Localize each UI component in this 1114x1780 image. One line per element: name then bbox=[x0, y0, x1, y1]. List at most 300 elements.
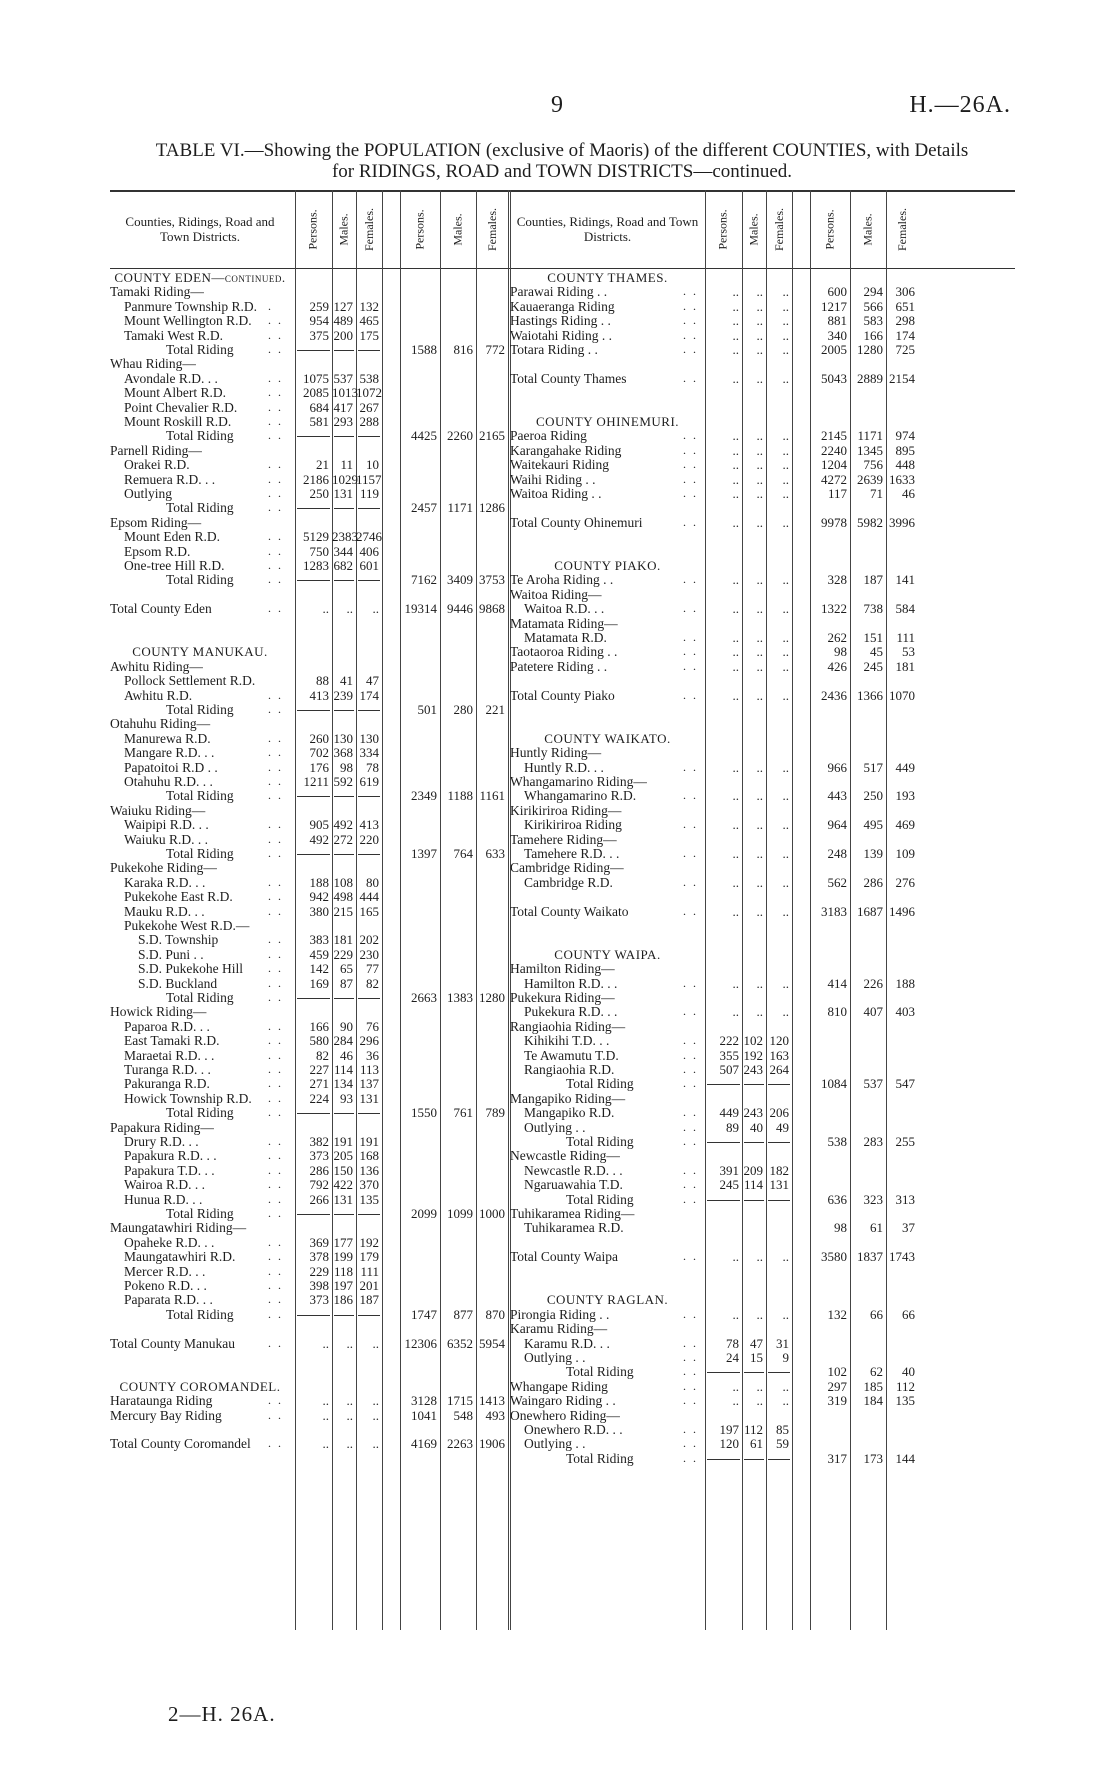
subtotal-rule bbox=[707, 1142, 740, 1143]
table-header-rule bbox=[110, 268, 1015, 269]
total-value: 19314 bbox=[404, 601, 437, 617]
district-label: Papakura R.D. . . bbox=[124, 1148, 217, 1164]
cell-value: 41 bbox=[340, 673, 353, 689]
county-heading: COUNTY WAIKATO. bbox=[544, 730, 671, 746]
leader-dots: . . bbox=[683, 1047, 698, 1062]
district-label: Mercury Bay Riding bbox=[110, 1407, 222, 1423]
cell-value: .. bbox=[782, 846, 789, 861]
cell-value: .. bbox=[372, 1335, 379, 1351]
cell-value: 272 bbox=[333, 831, 353, 847]
total-value: 12306 bbox=[404, 1335, 437, 1351]
subtotal-rule bbox=[334, 1315, 354, 1316]
total-value: 294 bbox=[863, 284, 883, 300]
leader-dots: . . bbox=[268, 975, 283, 990]
cell-value: 131 bbox=[333, 486, 353, 501]
cell-value: 380 bbox=[309, 903, 329, 919]
cell-value: 1029 bbox=[332, 471, 358, 487]
county-heading: COUNTY COROMANDEL. bbox=[119, 1378, 281, 1394]
total-value: 407 bbox=[863, 1004, 883, 1020]
cell-value: 489 bbox=[333, 313, 353, 329]
cell-value: 355 bbox=[719, 1047, 739, 1063]
cell-value: .. bbox=[756, 1378, 763, 1394]
leader-dots: . . bbox=[683, 1335, 698, 1350]
total-value: 328 bbox=[827, 572, 847, 588]
cell-value: .. bbox=[756, 370, 763, 386]
cell-value: 227 bbox=[309, 1062, 329, 1077]
cell-value: .. bbox=[782, 759, 789, 775]
cell-value: 108 bbox=[333, 874, 353, 890]
total-value: 764 bbox=[453, 846, 473, 861]
cell-value: 24 bbox=[726, 1350, 739, 1365]
leader-dots: . . bbox=[683, 788, 698, 803]
cell-value: 498 bbox=[333, 889, 353, 905]
leader-dots: . . bbox=[268, 759, 283, 774]
total-value: 4272 bbox=[821, 471, 847, 487]
cell-value: 370 bbox=[359, 1177, 379, 1193]
district-label: One-tree Hill R.D. bbox=[124, 558, 225, 573]
district-label: Ngaruawahia T.D. bbox=[524, 1177, 623, 1193]
cell-value: 580 bbox=[309, 1033, 329, 1049]
leader-dots: . . bbox=[268, 687, 283, 702]
district-label: Total Riding bbox=[166, 572, 234, 588]
total-value: 66 bbox=[870, 1306, 883, 1322]
leader-dots: . . bbox=[683, 1350, 698, 1364]
district-label: Otahuhu Riding— bbox=[110, 716, 211, 732]
cell-value: 230 bbox=[359, 946, 379, 962]
cell-value: .. bbox=[782, 630, 789, 645]
subtotal-rule bbox=[768, 1372, 790, 1373]
leader-dots: . . bbox=[268, 846, 283, 860]
total-value: 881 bbox=[827, 313, 847, 329]
cell-value: .. bbox=[732, 1393, 739, 1409]
district-label: Onewhero Riding— bbox=[510, 1407, 620, 1423]
total-value: 738 bbox=[863, 601, 883, 617]
county-heading: COUNTY WAIPA. bbox=[554, 946, 661, 962]
district-label: Tamaki Riding— bbox=[110, 284, 204, 300]
subtotal-rule bbox=[768, 1459, 790, 1460]
county-heading: COUNTY PIAKO. bbox=[554, 558, 661, 573]
total-value: 9446 bbox=[447, 601, 473, 617]
cell-value: .. bbox=[782, 342, 789, 357]
subtotal-rule bbox=[334, 796, 354, 797]
district-label: Patetere Riding . . bbox=[510, 658, 608, 674]
total-value: 3996 bbox=[889, 514, 915, 530]
cell-value: .. bbox=[732, 975, 739, 991]
district-label: Cambridge Riding— bbox=[510, 860, 624, 876]
total-value: 633 bbox=[485, 846, 505, 861]
cell-value: 492 bbox=[333, 817, 353, 833]
total-value: 9978 bbox=[821, 514, 847, 530]
total-value: 1000 bbox=[479, 1206, 505, 1221]
cell-value: .. bbox=[756, 975, 763, 991]
total-value: 135 bbox=[895, 1393, 915, 1409]
leader-dots: . . bbox=[268, 385, 283, 400]
cell-value: .. bbox=[372, 1407, 379, 1423]
cell-value: 344 bbox=[333, 543, 353, 559]
cell-value: 942 bbox=[309, 889, 329, 905]
cell-value: 197 bbox=[719, 1422, 739, 1437]
cell-value: 619 bbox=[359, 774, 379, 789]
subtotal-rule bbox=[334, 854, 354, 855]
column-header-text: Persons. bbox=[306, 208, 320, 250]
column-header-text: Males. bbox=[450, 212, 465, 246]
cell-value: .. bbox=[756, 630, 763, 645]
total-value: 187 bbox=[863, 572, 883, 588]
subtotal-rule bbox=[707, 1084, 740, 1085]
district-label: Tamehere Riding— bbox=[510, 831, 617, 847]
cell-value: 49 bbox=[776, 1119, 789, 1135]
district-label: Pukekura R.D. . . bbox=[524, 1004, 618, 1020]
total-value: 537 bbox=[863, 1076, 883, 1092]
leader-dots: . . bbox=[268, 342, 283, 356]
column-header-text: Females. bbox=[894, 207, 909, 251]
district-label: Total County Manukau bbox=[110, 1335, 236, 1351]
total-value: 1280 bbox=[857, 342, 883, 357]
cell-value: .. bbox=[782, 572, 789, 588]
district-label: Total County Waipa bbox=[510, 1249, 618, 1265]
cell-value: .. bbox=[782, 284, 789, 300]
leader-dots: . . bbox=[683, 514, 698, 529]
total-value: 276 bbox=[895, 874, 915, 890]
district-label: Total County Waikato bbox=[510, 903, 629, 919]
district-label: Mount Albert R.D. bbox=[124, 385, 227, 401]
total-value: 1204 bbox=[821, 457, 847, 473]
subtotal-rule bbox=[297, 1214, 330, 1215]
cell-value: 93 bbox=[340, 1090, 353, 1106]
cell-value: .. bbox=[732, 486, 739, 501]
cell-value: 191 bbox=[359, 1134, 379, 1149]
total-value: 1906 bbox=[479, 1436, 505, 1452]
cell-value: 127 bbox=[333, 298, 353, 314]
leader-dots: . . bbox=[268, 558, 283, 572]
subtotal-rule bbox=[358, 854, 380, 855]
leader-dots: . . bbox=[683, 1076, 698, 1091]
cell-value: 750 bbox=[309, 543, 329, 559]
total-value: 37 bbox=[902, 1220, 915, 1236]
signature-mark: 2—H. 26A. bbox=[168, 1702, 276, 1726]
total-value: 71 bbox=[870, 486, 883, 501]
cell-value: 82 bbox=[366, 975, 379, 991]
total-value: 789 bbox=[485, 1105, 505, 1121]
cell-value: 130 bbox=[359, 730, 379, 746]
district-label: Turanga R.D. . . bbox=[124, 1062, 211, 1077]
district-label: Waitoa Riding— bbox=[510, 586, 602, 602]
cell-value: 177 bbox=[333, 1234, 353, 1250]
cell-value: .. bbox=[732, 313, 739, 329]
district-label: Mercer R.D. . . bbox=[124, 1263, 206, 1279]
total-value: 62 bbox=[870, 1364, 883, 1380]
total-value: 323 bbox=[863, 1191, 883, 1207]
column-header-text: Females. bbox=[361, 207, 376, 251]
total-value: 112 bbox=[895, 1378, 915, 1394]
leader-dots: . . bbox=[268, 601, 283, 616]
county-heading: COUNTY THAMES. bbox=[547, 270, 668, 285]
leader-dots: . . bbox=[268, 1278, 283, 1292]
leader-dots: . . bbox=[683, 1436, 698, 1451]
district-label: Whangamarino Riding— bbox=[510, 774, 647, 789]
district-label: Tuhikaramea Riding— bbox=[510, 1206, 635, 1221]
leader-dots: . . bbox=[683, 486, 698, 500]
district-label: Tamaki West R.D. bbox=[124, 327, 223, 343]
cell-value: 243 bbox=[743, 1105, 763, 1121]
cell-value: .. bbox=[782, 486, 789, 501]
district-label: Rangiaohia Riding— bbox=[510, 1018, 626, 1034]
cell-value: .. bbox=[782, 327, 789, 343]
total-value: 313 bbox=[895, 1191, 915, 1207]
total-value: 1188 bbox=[447, 788, 473, 804]
cell-value: .. bbox=[782, 817, 789, 833]
cell-value: 264 bbox=[769, 1062, 789, 1077]
district-label: Total Riding bbox=[566, 1364, 634, 1380]
cell-value: .. bbox=[322, 1436, 329, 1452]
district-label: Howick Township R.D. bbox=[124, 1090, 252, 1106]
cell-value: .. bbox=[346, 601, 353, 617]
cell-value: 449 bbox=[719, 1105, 739, 1121]
leader-dots: . . bbox=[268, 1292, 283, 1307]
cell-value: 11 bbox=[340, 457, 353, 473]
leader-dots: . . bbox=[268, 1062, 283, 1076]
cell-value: 260 bbox=[309, 730, 329, 746]
cell-value: 293 bbox=[333, 414, 353, 429]
district-label: Total Riding bbox=[166, 1306, 234, 1322]
total-value: 1286 bbox=[479, 500, 505, 516]
total-value: 102 bbox=[827, 1364, 847, 1380]
subtotal-rule bbox=[297, 796, 330, 797]
district-label: Avondale R.D. . . bbox=[124, 370, 218, 386]
leader-dots: . . bbox=[268, 946, 283, 961]
cell-value: 2186 bbox=[303, 471, 329, 487]
total-value: 1747 bbox=[411, 1306, 437, 1322]
district-label: S.D. Pukekohe Hill bbox=[138, 961, 244, 977]
cell-value: 118 bbox=[333, 1263, 353, 1279]
district-label: Mauku R.D. . . bbox=[124, 903, 205, 919]
district-label: Kirikiriroa Riding— bbox=[510, 802, 622, 818]
district-label: Paparoa R.D. . . bbox=[124, 1018, 210, 1034]
cell-value: 239 bbox=[333, 687, 353, 703]
total-value: 1588 bbox=[411, 342, 437, 357]
column-header-males bbox=[850, 190, 886, 268]
cell-value: 186 bbox=[333, 1292, 353, 1308]
total-value: 756 bbox=[863, 457, 883, 473]
leader-dots: . . bbox=[268, 1090, 283, 1105]
cell-value: 537 bbox=[333, 370, 353, 386]
total-value: 139 bbox=[863, 846, 883, 861]
district-label: Pakuranga R.D. bbox=[124, 1076, 210, 1092]
total-value: 2240 bbox=[821, 442, 847, 458]
total-value: 66 bbox=[902, 1306, 915, 1322]
district-label: Total Riding bbox=[566, 1450, 634, 1466]
district-label: Otahuhu R.D. . . bbox=[124, 774, 213, 789]
cell-value: .. bbox=[732, 457, 739, 473]
cell-value: 243 bbox=[743, 1062, 763, 1077]
total-value: 1161 bbox=[479, 788, 505, 804]
total-value: 493 bbox=[485, 1407, 505, 1423]
cell-value: 266 bbox=[309, 1191, 329, 1207]
district-label: Onewhero R.D. . . bbox=[524, 1422, 623, 1437]
cell-value: .. bbox=[756, 1249, 763, 1265]
cell-value: .. bbox=[346, 1436, 353, 1452]
cell-value: .. bbox=[732, 342, 739, 357]
cell-value: 592 bbox=[333, 774, 353, 789]
leader-dots: . . bbox=[683, 658, 698, 673]
cell-value: 131 bbox=[333, 1191, 353, 1207]
total-value: 117 bbox=[827, 486, 847, 501]
total-value: 816 bbox=[453, 342, 473, 357]
cell-value: 684 bbox=[309, 399, 329, 415]
column-header-persons bbox=[705, 190, 742, 268]
total-value: 2260 bbox=[447, 428, 473, 444]
cell-value: 47 bbox=[750, 1335, 763, 1351]
total-value: 600 bbox=[827, 284, 847, 300]
cell-value: .. bbox=[756, 644, 763, 660]
total-value: 2639 bbox=[857, 471, 883, 487]
total-value: 1041 bbox=[411, 1407, 437, 1423]
leader-dots: . . bbox=[268, 1191, 283, 1206]
district-label: Hamilton R.D. . . bbox=[524, 975, 618, 991]
district-label: Newcastle Riding— bbox=[510, 1148, 620, 1164]
total-value: 469 bbox=[895, 817, 915, 833]
cell-value: 80 bbox=[366, 874, 379, 890]
total-value: 9868 bbox=[479, 601, 505, 617]
leader-dots: . . bbox=[268, 399, 283, 414]
subtotal-rule bbox=[297, 1113, 330, 1114]
leader-dots: . . bbox=[268, 874, 283, 889]
district-label: Whangape Riding bbox=[510, 1378, 608, 1394]
district-label: Tuhikaramea R.D. bbox=[524, 1220, 624, 1236]
total-value: 5043 bbox=[821, 370, 847, 386]
total-value: 98 bbox=[834, 644, 847, 660]
total-value: 3753 bbox=[479, 572, 505, 588]
leader-dots: . . bbox=[268, 1393, 283, 1408]
cell-value: 288 bbox=[359, 414, 379, 429]
cell-value: 284 bbox=[333, 1033, 353, 1049]
district-label: Total County Ohinemuri bbox=[510, 514, 643, 530]
cell-value: 36 bbox=[366, 1047, 379, 1063]
total-value: 2457 bbox=[411, 500, 437, 516]
cell-value: .. bbox=[782, 1004, 789, 1020]
subtotal-rule bbox=[768, 1084, 790, 1085]
district-label: Total Riding bbox=[566, 1191, 634, 1207]
total-value: 166 bbox=[863, 327, 883, 343]
cell-value: 459 bbox=[309, 946, 329, 962]
district-label: Waiotahi Riding . . bbox=[510, 327, 613, 343]
subtotal-rule bbox=[358, 998, 380, 999]
cell-value: 134 bbox=[333, 1076, 353, 1092]
leader-dots: . . bbox=[683, 1162, 698, 1177]
leader-dots: . . bbox=[683, 1033, 698, 1048]
district-label: East Tamaki R.D. bbox=[124, 1033, 220, 1049]
cell-value: .. bbox=[732, 428, 739, 444]
district-label: Orakei R.D. bbox=[124, 457, 190, 473]
district-label: Newcastle R.D. . . bbox=[524, 1162, 623, 1178]
cell-value: 59 bbox=[776, 1436, 789, 1452]
cell-value: 682 bbox=[333, 558, 353, 573]
page-number: 9 bbox=[551, 92, 563, 118]
cell-value: .. bbox=[756, 687, 763, 703]
cell-value: .. bbox=[372, 601, 379, 617]
column-header-persons bbox=[810, 190, 850, 268]
cell-value: 383 bbox=[309, 932, 329, 948]
leader-dots: . . bbox=[268, 543, 283, 558]
county-heading: COUNTY MANUKAU. bbox=[132, 644, 268, 660]
cell-value: 601 bbox=[359, 558, 379, 573]
leader-dots: . . bbox=[268, 774, 283, 788]
subtotal-rule bbox=[358, 796, 380, 797]
cell-value: 413 bbox=[359, 817, 379, 833]
total-value: 3128 bbox=[411, 1393, 437, 1409]
total-value: 248 bbox=[827, 846, 847, 861]
district-label: Pollock Settlement R.D. bbox=[124, 673, 256, 689]
leader-dots: . . bbox=[268, 414, 283, 428]
subtotal-rule bbox=[707, 1372, 740, 1373]
total-value: 1837 bbox=[857, 1249, 883, 1265]
leader-dots: . . bbox=[268, 1263, 283, 1278]
leader-dots: . . bbox=[683, 1450, 698, 1465]
district-label: Huntly R.D. . . bbox=[524, 759, 604, 775]
column-header-males bbox=[742, 190, 766, 268]
cell-value: .. bbox=[322, 1393, 329, 1409]
subtotal-rule bbox=[358, 436, 380, 437]
cell-value: 88 bbox=[316, 673, 329, 689]
leader-dots: . . bbox=[268, 702, 283, 716]
leader-dots: . . bbox=[683, 572, 698, 587]
column-header-persons bbox=[295, 190, 332, 268]
district-label: Harataunga Riding bbox=[110, 1393, 213, 1409]
total-value: 651 bbox=[895, 298, 915, 314]
cell-value: 119 bbox=[359, 486, 379, 501]
district-label: Waihi Riding . . bbox=[510, 471, 596, 487]
total-value: 636 bbox=[827, 1191, 847, 1207]
total-value: 2154 bbox=[889, 370, 915, 386]
total-value: 286 bbox=[863, 874, 883, 890]
right-column-header: Counties, Ridings, Road and Town Districts. bbox=[516, 214, 699, 244]
cell-value: 132 bbox=[359, 298, 379, 314]
total-value: 144 bbox=[895, 1450, 915, 1466]
cell-value: 181 bbox=[333, 932, 353, 948]
cell-value: 417 bbox=[333, 399, 353, 415]
leader-dots: . . bbox=[268, 500, 283, 515]
district-label: Waipipi R.D. . . bbox=[124, 817, 209, 833]
leader-dots: . . bbox=[268, 428, 283, 443]
district-label: Cambridge R.D. bbox=[524, 874, 613, 890]
district-label: Awhitu Riding— bbox=[110, 658, 203, 674]
cell-value: 905 bbox=[309, 817, 329, 833]
cell-value: 1075 bbox=[303, 370, 329, 386]
cell-value: .. bbox=[756, 284, 763, 300]
cell-value: 465 bbox=[359, 313, 379, 329]
district-label: Maungatawhiri Riding— bbox=[110, 1220, 247, 1236]
subtotal-rule bbox=[334, 710, 354, 711]
cell-value: .. bbox=[732, 759, 739, 775]
total-value: 443 bbox=[827, 788, 847, 804]
cell-value: 202 bbox=[359, 932, 379, 948]
cell-value: 368 bbox=[333, 745, 353, 761]
district-label: Mount Wellington R.D. bbox=[124, 313, 252, 329]
leader-dots: . . bbox=[683, 1134, 698, 1148]
total-value: 1084 bbox=[821, 1076, 847, 1092]
page-reference: H.—26A. bbox=[909, 92, 1011, 118]
total-value: 583 bbox=[863, 313, 883, 329]
cell-value: 76 bbox=[366, 1018, 379, 1034]
cell-value: .. bbox=[756, 658, 763, 674]
cell-value: .. bbox=[372, 1436, 379, 1452]
total-value: 974 bbox=[895, 428, 915, 444]
cell-value: 286 bbox=[309, 1162, 329, 1178]
leader-dots: . . bbox=[683, 644, 698, 659]
cell-value: 135 bbox=[359, 1191, 379, 1207]
total-value: 280 bbox=[453, 702, 473, 717]
total-value: 184 bbox=[863, 1393, 883, 1409]
